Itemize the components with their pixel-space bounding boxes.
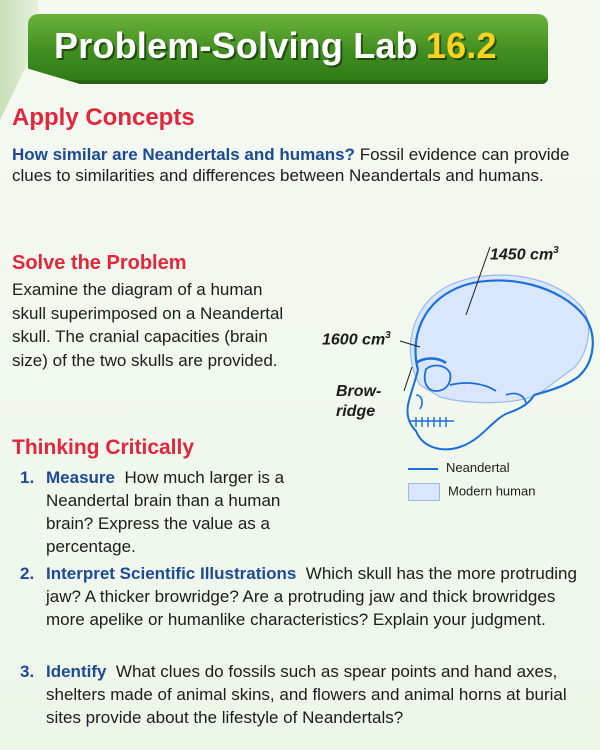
question-3-text: What clues do fossils such as spear points and hand axes, shelters made of animal skins, and flowers and animal horns at burial sites provide about the lifestyle of Neandertals? xyxy=(46,662,567,727)
question-3-number: 3. xyxy=(20,662,35,681)
question-1-text: How much larger is a Neandertal brain than a human brain? Express the value as a percentage. xyxy=(46,468,285,556)
neandertal-line-swatch xyxy=(408,468,438,470)
teeth xyxy=(410,417,454,427)
question-2-keyword: Interpret Scientific Illustrations xyxy=(46,564,297,583)
question-2-text: Which skull has the more protruding jaw? A thicker browridge? Are a protruding jaw and thick browridges more apelike or humanlike characteristics? Explain your judgment. xyxy=(46,564,577,629)
apply-concepts-paragraph xyxy=(12,144,572,186)
label-1600-cm3: 1600 $cm^3$ xyxy=(322,330,391,349)
lab-title xyxy=(54,25,497,67)
question-1 xyxy=(20,466,320,558)
question-2-number: 2. xyxy=(20,564,35,583)
solve-problem-heading: Solve the Problem xyxy=(12,252,187,274)
question-3-keyword: Identify xyxy=(46,662,107,681)
apply-body: Fossil evidence can provide clues to similarities and differences between Neandertals and humans. xyxy=(12,145,570,185)
solve-problem-paragraph: Examine the diagram of a human skull superimposed on a Neandertal skull. The cranial capacities (brain size) of the two skulls are provided. xyxy=(12,280,284,370)
apply-concepts-heading: Apply Concepts xyxy=(12,104,195,131)
thinking-critically-heading: Thinking Critically xyxy=(12,436,195,459)
modern-human-skull xyxy=(410,275,588,403)
label-1450-cm3: 1450 $cm^3$ xyxy=(490,245,559,264)
apply-question: How similar are Neandertals and humans? xyxy=(12,145,355,164)
lab-title-text: Problem-Solving Lab xyxy=(54,25,418,66)
legend-modern-human: Modern human xyxy=(408,483,535,501)
legend-neandertal: Neandertal xyxy=(408,460,510,475)
modern-human-swatch xyxy=(408,483,440,501)
question-1-keyword: Measure xyxy=(46,468,115,487)
question-1-number: 1. xyxy=(20,468,35,487)
nasal-opening xyxy=(416,395,422,409)
lab-number: 16.2 xyxy=(425,25,497,66)
question-2 xyxy=(20,562,590,631)
question-3 xyxy=(20,660,590,729)
label-browridge: Brow- ridge xyxy=(336,383,382,420)
skull-comparison-diagram xyxy=(380,245,600,475)
